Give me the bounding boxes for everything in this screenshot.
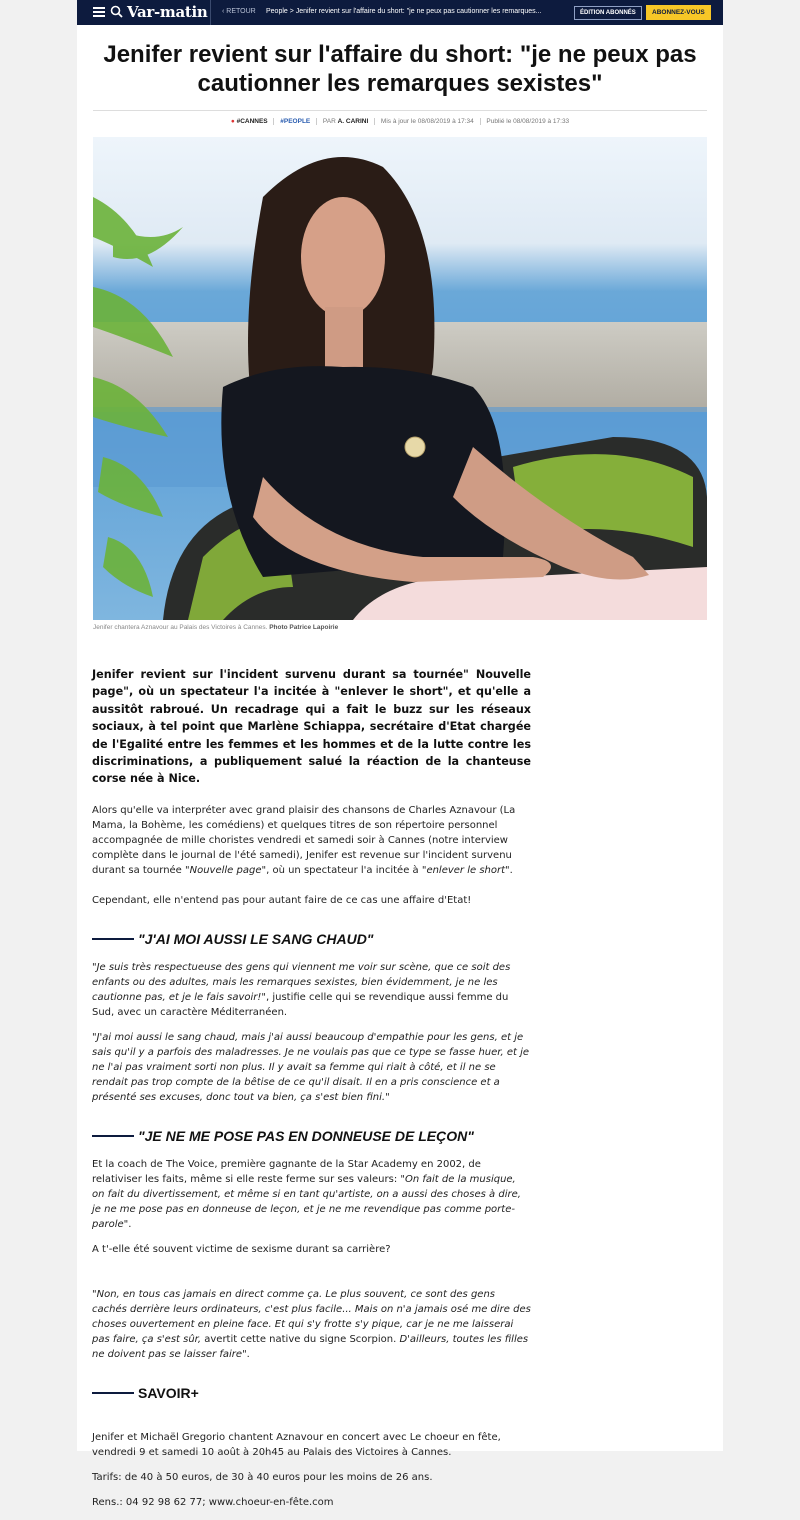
updated-date: Mis à jour le 08/08/2019 à 17:34 bbox=[380, 118, 474, 126]
back-link-label: RETOUR bbox=[226, 8, 256, 15]
edition-abonnes-button[interactable]: ÉDITION ABONNÉS bbox=[574, 6, 642, 20]
hamburger-menu-icon[interactable] bbox=[93, 7, 105, 17]
paragraph: A t'-elle été souvent victime de sexisme durant sa carrière? bbox=[92, 1243, 391, 1255]
top-navigation-bar bbox=[77, 0, 723, 25]
article-title: Jenifer revient sur l'affaire du short: "je ne peux pas cautionner les remarques sexistes" bbox=[103, 41, 697, 97]
author-prefix: PAR bbox=[322, 118, 336, 126]
search-icon[interactable] bbox=[110, 5, 123, 18]
quote-paragraph: "Je suis très respectueuse des gens qui viennent me voir sur scène, que ce soit des enfants ou des adultes, mais les remarques sexistes, bien évidemment, je ne les cautionne pas, et je le fais savoir!", justifie celle qui se revendique aussi femme du Sud, avec un caractère Méditerranéen. bbox=[92, 961, 511, 1018]
paragraph: Et la coach de The Voice, première gagnante de la Star Academy en 2002, de relativiser les faits, même si elle reste ferme sur ses valeurs: "On fait de la musique, on fait du divertissement, et même si en tant qu'artiste, on a aussi des choses à dire, je ne me pose pas en donneuse de leçon, et je ne me revendique pas comme porte-parole". bbox=[92, 1158, 521, 1230]
published-date: Publié le 08/08/2019 à 17:33 bbox=[486, 118, 570, 126]
article-photo bbox=[93, 137, 707, 620]
location-pin-icon: ● bbox=[230, 118, 235, 126]
article-page bbox=[77, 25, 723, 1508]
city-tag[interactable]: #CANNES bbox=[236, 118, 268, 126]
paragraph: Tarifs: de 40 à 50 euros, de 30 à 40 euros pour les moins de 26 ans. bbox=[92, 1471, 433, 1483]
divider bbox=[93, 110, 707, 111]
chevron-left-icon: ‹ bbox=[222, 8, 225, 15]
paragraph: Alors qu'elle va interpréter avec grand plaisir des chansons de Charles Aznavour (La Mama, la Bohème, les comédiens) et quelques titres de son répertoire personnel accompagnée de mille choristes vendredi et samedi soir à Cannes (notre interview complète dans le journal de l'été samedi), Jenifer est revenue sur l'incident survenu durant sa tournée "Nouvelle page", où un spectateur l'a incitée à "enlever le short". bbox=[92, 804, 516, 876]
article-body bbox=[92, 666, 531, 1520]
quote-paragraph: "Non, en tous cas jamais en direct comme ça. Le plus souvent, ce sont des gens cachés derrière leurs ordinateurs, c'est plus facile... Mais on n'a jamais osé me dire des choses ouvertement en pleine face. Et qui s'y frotte s'y pique, car je ne me laisserai pas faire, ça s'est sûr, avertit cette native du signe Scorpion. D'ailleurs, toutes les filles ne doivent pas se laisser faire". bbox=[92, 1288, 531, 1360]
paragraph: Jenifer et Michaël Gregorio chantent Aznavour en concert avec Le choeur en fête, vendredi 9 et samedi 10 août à 20h45 au Palais des Victoires à Cannes. bbox=[92, 1431, 501, 1458]
photo-credit: Photo Patrice Lapoirie bbox=[269, 624, 339, 631]
quote-paragraph: "J'ai moi aussi le sang chaud, mais j'ai aussi beaucoup d'empathie pour les gens, et je sais qu'il y a parfois des maladresses. Je ne voulais pas que ce type se fasse huer, et je ne l'ai pas vraiment sorti non plus. Il y avait sa femme qui riait à côté, et il ne se rendait pas trop compte de la bêtise de ce qu'il disait. Il en a pris conscience et a présenté ses excuses, donc tout va bien, ça s'est bien fini." bbox=[92, 1031, 530, 1103]
subscribe-button[interactable]: ABONNEZ-VOUS bbox=[646, 5, 711, 20]
people-tag[interactable]: #PEOPLE bbox=[280, 118, 311, 126]
photo-caption-text: Jenifer chantera Aznavour au Palais des Victoires à Cannes. bbox=[93, 624, 268, 631]
paragraph: Cependant, elle n'entend pas pour autant faire de ce cas une affaire d'Etat! bbox=[92, 894, 472, 906]
paragraph: Rens.: 04 92 98 62 77; www.choeur-en-fête.com bbox=[92, 1496, 334, 1508]
back-link[interactable] bbox=[222, 8, 256, 15]
breadcrumb[interactable]: People > Jenifer revient sur l'affaire du short: "je ne peux pas cautionner les remarques... bbox=[266, 8, 542, 15]
section-heading: SAVOIR+ bbox=[92, 1384, 531, 1402]
divider bbox=[210, 0, 211, 25]
article-lead: Jenifer revient sur l'incident survenu durant sa tournée" Nouvelle page", où un spectateur l'a incitée à "enlever le short", et qu'elle a aussitôt rabroué. Un recadrage qui a fait le buzz sur les réseaux sociaux, à tel point que Marlène Schiappa, secrétaire d'Etat chargée de l'Egalité entre les femmes et les hommes et de la lutte contre les discriminations, a publiquement salué la réaction de la chanteuse corse née à Nice. bbox=[92, 668, 531, 786]
author-name[interactable]: A. CARINI bbox=[337, 118, 369, 126]
photo-caption bbox=[93, 624, 338, 631]
section-heading: "J'AI MOI AUSSI LE SANG CHAUD" bbox=[92, 930, 531, 948]
article-meta bbox=[77, 118, 723, 125]
section-heading: "JE NE ME POSE PAS EN DONNEUSE DE LEÇON" bbox=[92, 1127, 531, 1145]
site-logo[interactable]: Var-matin bbox=[127, 3, 208, 21]
